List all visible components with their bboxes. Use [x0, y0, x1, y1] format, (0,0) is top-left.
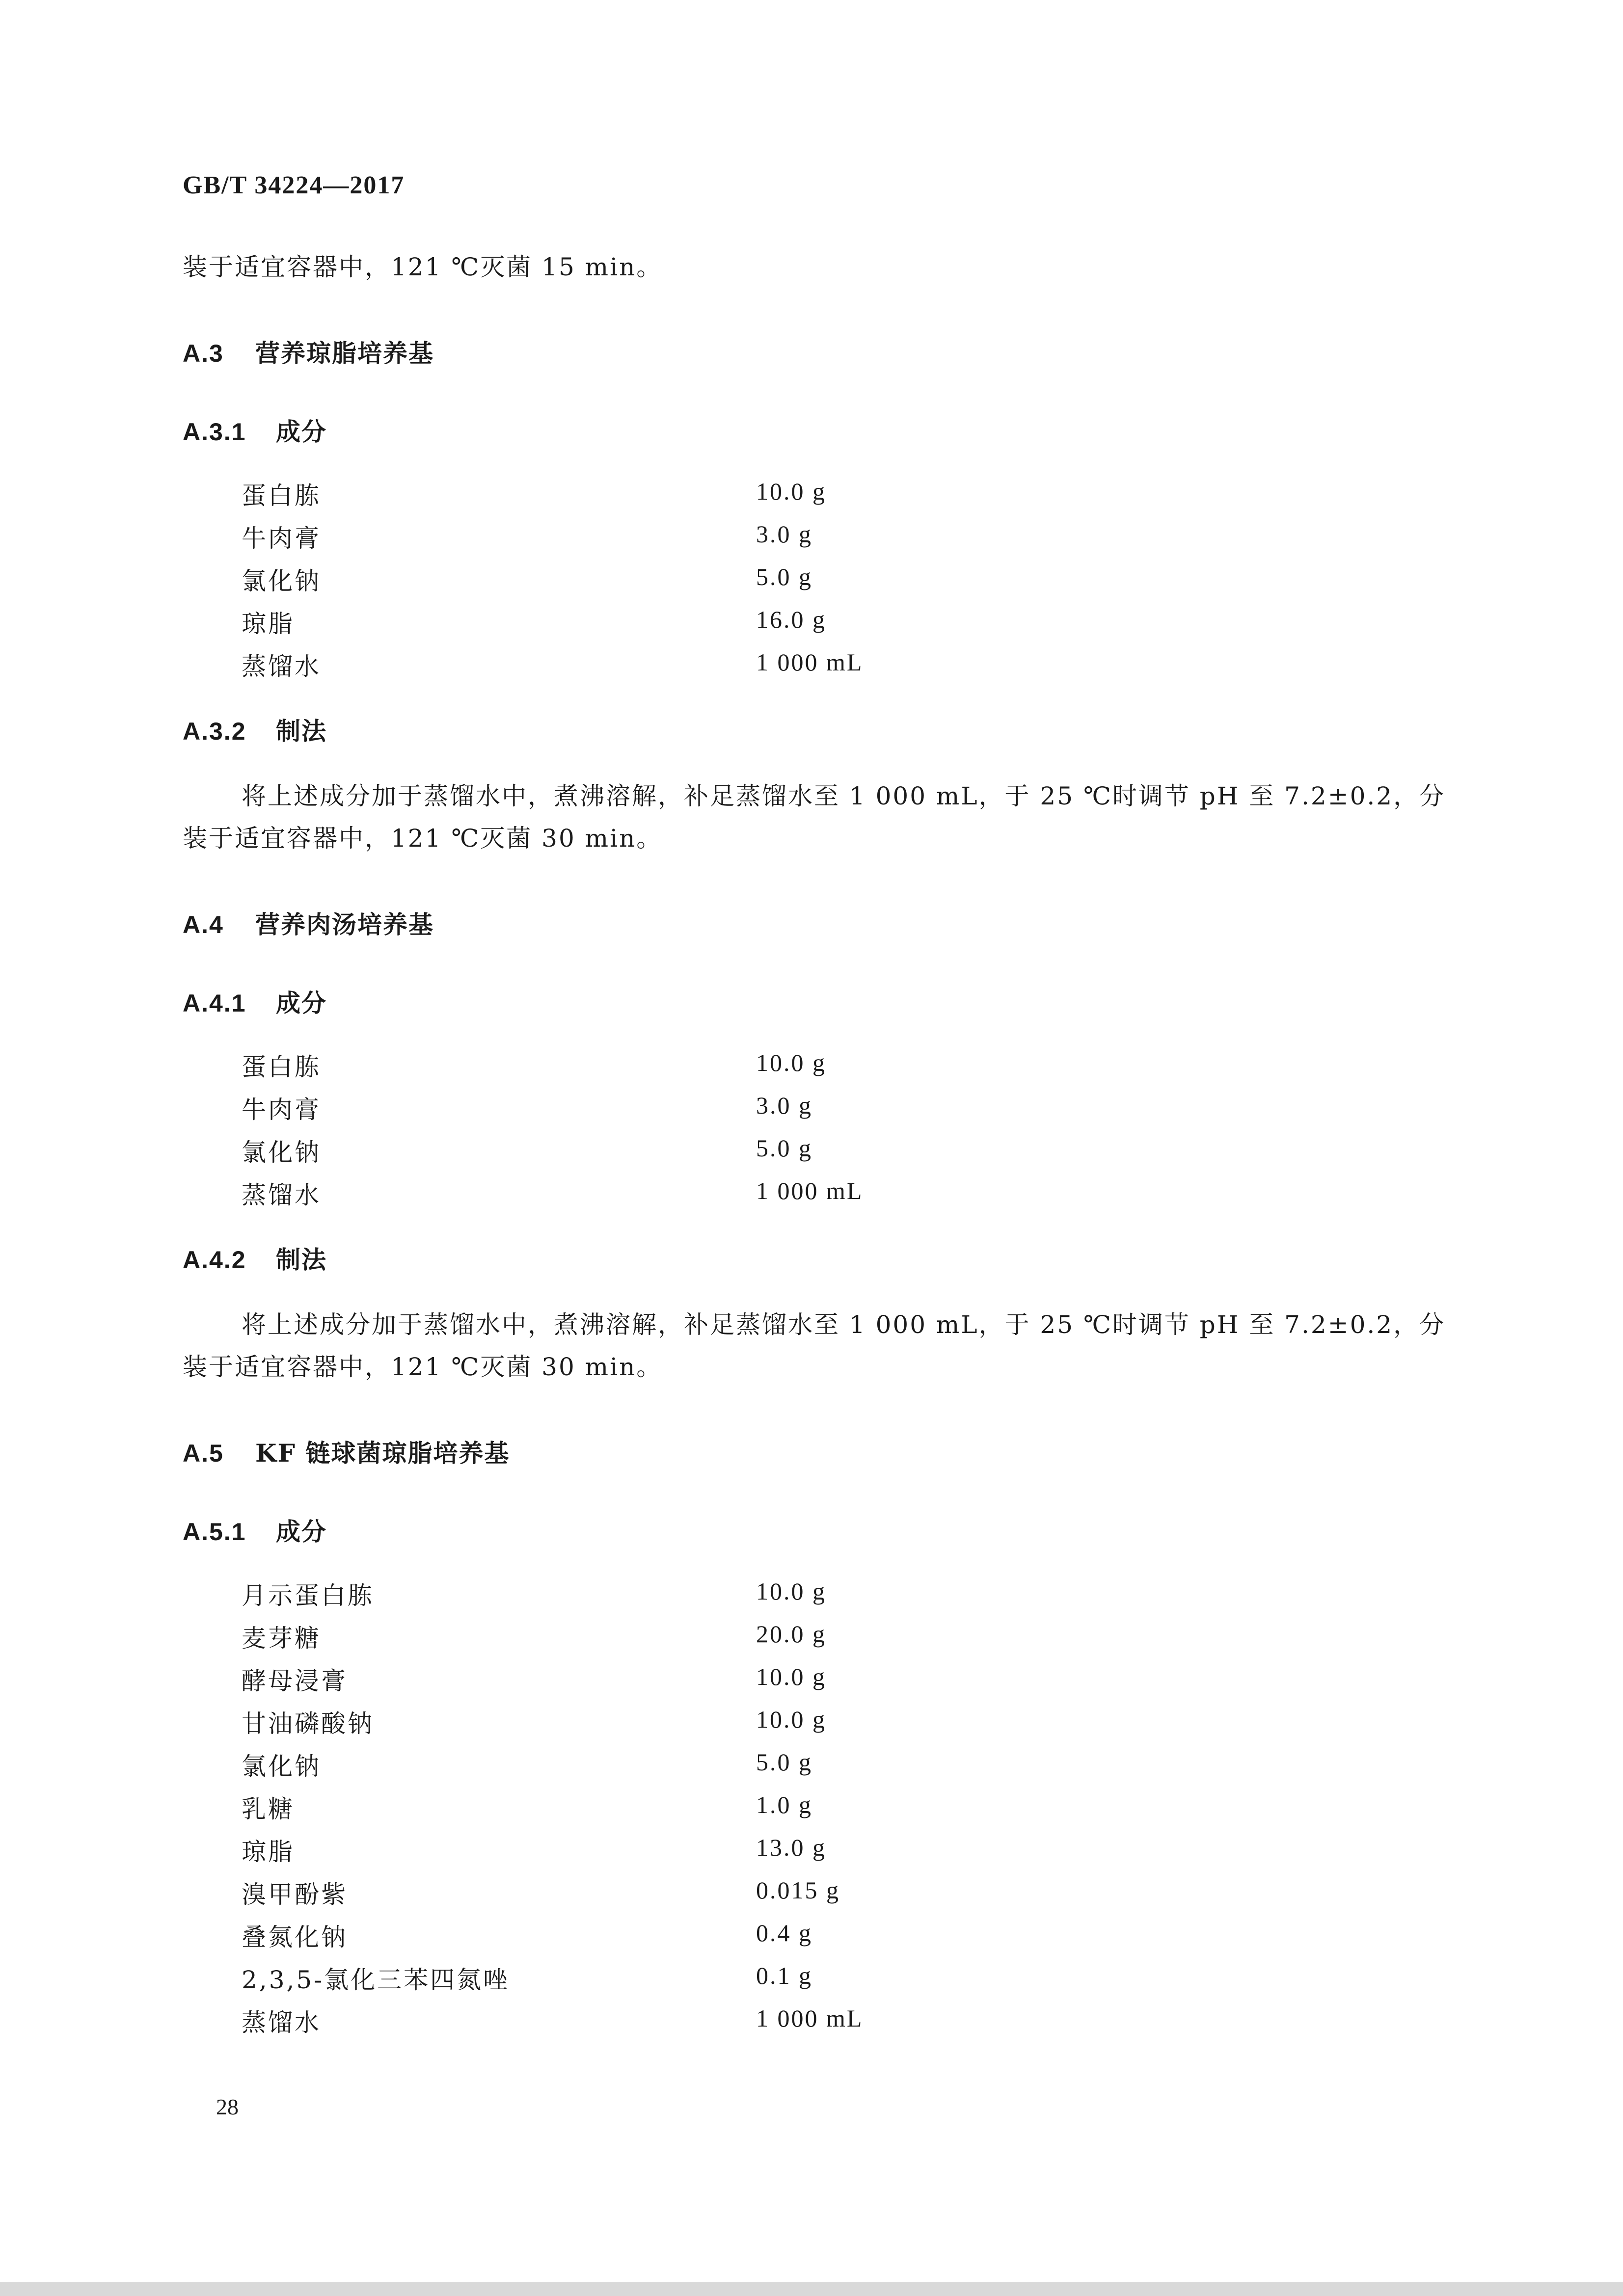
- ingredient-quantity: 1.0 g: [756, 1791, 812, 1818]
- scan-bottom-edge: [0, 2282, 1623, 2296]
- preparation-text-line-2: 装于适宜容器中，121 ℃灭菌 30 min。: [183, 824, 663, 853]
- ingredient-quantity: 1 000 mL: [756, 1177, 864, 1204]
- subsection-heading-a4-1: [183, 984, 327, 1019]
- document-id: GB/T 34224—2017: [183, 171, 405, 199]
- ingredient-quantity: 16.0 g: [756, 606, 826, 633]
- ingredient-name: 蒸馏水: [242, 652, 321, 681]
- ingredient-name: 叠氮化钠: [242, 1923, 348, 1951]
- section-heading-a4: [183, 905, 434, 940]
- preparation-text-line-1: 将上述成分加于蒸馏水中，煮沸溶解，补足蒸馏水至 1 000 mL，于 25 ℃时调节 pH 至 7.2±0.2，分: [242, 782, 1446, 810]
- section-number: A.4.1: [183, 989, 246, 1017]
- ingredient-name: 牛肉膏: [242, 524, 321, 553]
- ingredient-quantity: 5.0 g: [756, 1748, 812, 1776]
- ingredient-quantity: 0.4 g: [756, 1919, 812, 1947]
- section-heading-a5: [183, 1434, 510, 1469]
- ingredient-name: 琼脂: [242, 1838, 295, 1866]
- ingredient-quantity: 5.0 g: [756, 563, 812, 590]
- ingredient-name: 氯化钠: [242, 1138, 321, 1167]
- ingredient-quantity: 3.0 g: [756, 1092, 812, 1119]
- ingredient-quantity: 5.0 g: [756, 1134, 812, 1162]
- ingredient-quantity: 0.1 g: [756, 1962, 812, 1989]
- ingredient-quantity: 10.0 g: [756, 1049, 826, 1076]
- ingredient-quantity: 3.0 g: [756, 520, 812, 548]
- ingredient-name: 甘油磷酸钠: [242, 1709, 374, 1738]
- ingredient-name: 蛋白胨: [242, 1053, 321, 1081]
- section-number: A.3: [183, 340, 224, 367]
- ingredient-name: 氯化钠: [242, 567, 321, 595]
- ingredient-quantity: 10.0 g: [756, 1663, 826, 1690]
- ingredient-quantity: 13.0 g: [756, 1834, 826, 1861]
- ingredient-name: 牛肉膏: [242, 1095, 321, 1124]
- ingredient-quantity: 0.015 g: [756, 1876, 840, 1904]
- ingredient-quantity: 20.0 g: [756, 1620, 826, 1648]
- ingredient-quantity: 10.0 g: [756, 1577, 826, 1605]
- section-title: 成分: [276, 1517, 327, 1546]
- ingredient-name: 麦芽糖: [242, 1624, 321, 1653]
- ingredient-quantity: 1 000 mL: [756, 2004, 864, 2032]
- ingredient-name: 乳糖: [242, 1795, 295, 1823]
- section-title: KF 链球菌琼脂培养基: [255, 1439, 510, 1468]
- intro-line: 装于适宜容器中，121 ℃灭菌 15 min。: [183, 253, 663, 281]
- preparation-text-line-1: 将上述成分加于蒸馏水中，煮沸溶解，补足蒸馏水至 1 000 mL，于 25 ℃时调节 pH 至 7.2±0.2，分: [242, 1310, 1446, 1339]
- ingredient-name: 溴甲酚紫: [242, 1880, 348, 1909]
- subsection-heading-a3-1: [183, 412, 327, 448]
- ingredient-name: 月示蛋白胨: [242, 1581, 374, 1610]
- section-number: A.4.2: [183, 1246, 246, 1274]
- ingredient-name: 蒸馏水: [242, 2008, 321, 2037]
- ingredient-quantity: 1 000 mL: [756, 648, 864, 676]
- ingredient-name: 蒸馏水: [242, 1181, 321, 1209]
- section-title: 制法: [276, 1245, 327, 1274]
- section-title: 营养肉汤培养基: [255, 910, 434, 939]
- section-number: A.3.1: [183, 418, 246, 446]
- subsection-heading-a5-1: [183, 1512, 327, 1548]
- section-number: A.4: [183, 911, 224, 938]
- ingredient-name: 2,3,5-氯化三苯四氮唑: [242, 1966, 510, 1994]
- ingredient-name: 酵母浸膏: [242, 1667, 348, 1695]
- section-title: 营养琼脂培养基: [255, 339, 434, 368]
- section-number: A.5: [183, 1440, 224, 1467]
- ingredient-name: 琼脂: [242, 610, 295, 638]
- preparation-text-line-2: 装于适宜容器中，121 ℃灭菌 30 min。: [183, 1353, 663, 1381]
- subsection-heading-a4-2: [183, 1240, 327, 1276]
- ingredient-name: 蛋白胨: [242, 481, 321, 510]
- section-number: A.5.1: [183, 1518, 246, 1546]
- section-title: 成分: [276, 417, 327, 446]
- section-title: 制法: [276, 717, 327, 746]
- section-title: 成分: [276, 988, 327, 1017]
- ingredient-quantity: 10.0 g: [756, 478, 826, 505]
- page-number: 28: [216, 2094, 239, 2119]
- section-heading-a3: [183, 334, 434, 369]
- subsection-heading-a3-2: [183, 712, 327, 747]
- ingredient-name: 氯化钠: [242, 1752, 321, 1781]
- ingredient-quantity: 10.0 g: [756, 1706, 826, 1733]
- section-number: A.3.2: [183, 718, 246, 745]
